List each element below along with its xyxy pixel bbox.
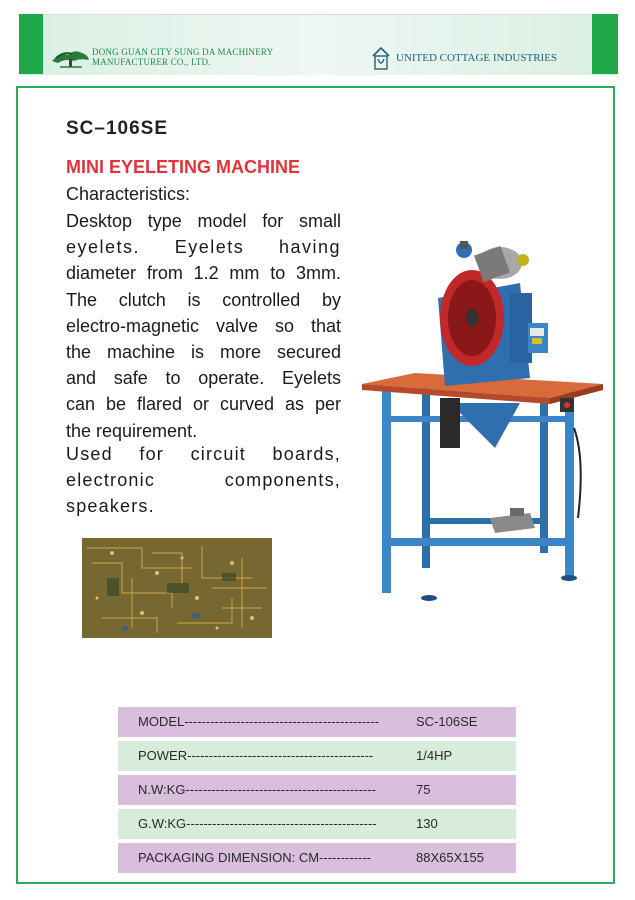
uses bbox=[66, 441, 341, 519]
description bbox=[66, 208, 341, 444]
spec-row-power bbox=[118, 741, 516, 771]
eyeleting-machine-photo bbox=[360, 238, 605, 603]
company-name-line1: DONG GUAN CITY SUNG DA MACHINERY bbox=[92, 47, 274, 57]
company-name-line2: MANUFACTURER CO., LTD. bbox=[92, 57, 211, 67]
spec-row-net-weight bbox=[118, 775, 516, 805]
product-name: MINI EYELETING MACHINE bbox=[66, 157, 301, 177]
united-cottage-logo-text: UNITED COTTAGE INDUSTRIES bbox=[396, 52, 558, 64]
header-accent-right bbox=[592, 14, 618, 74]
spec-label: MODEL--------------------------------------------- bbox=[138, 714, 380, 729]
spec-label: PACKAGING DIMENSION: CM------------ bbox=[138, 850, 372, 865]
description-line: can be flared or curved as per bbox=[66, 394, 341, 415]
description-line: eyelets. Eyelets having bbox=[66, 237, 341, 258]
spec-table bbox=[118, 707, 516, 877]
description-line: diameter from 1.2 mm to 3mm. bbox=[66, 263, 341, 284]
spec-row-gross-weight bbox=[118, 809, 516, 839]
circuit-board-photo bbox=[82, 538, 272, 638]
uses-line: electronic components, bbox=[66, 470, 341, 490]
spec-label: G.W:KG-------------------------------------------- bbox=[138, 816, 377, 831]
description-line: electro-magnetic valve so that bbox=[66, 315, 341, 336]
description-line: and safe to operate. Eyelets bbox=[66, 368, 341, 389]
spec-row-packaging bbox=[118, 843, 516, 873]
description-line: The clutch is controlled by bbox=[66, 289, 341, 310]
description-line: Desktop type model for small bbox=[66, 211, 341, 231]
spec-value: SC-106SE bbox=[416, 714, 478, 729]
company-name bbox=[92, 47, 312, 67]
spec-row-model bbox=[118, 707, 516, 737]
description-line: the machine is more secured bbox=[66, 342, 341, 363]
header-accent-left bbox=[19, 14, 43, 74]
spec-value: 130 bbox=[416, 816, 438, 831]
spec-label: POWER------------------------------------------- bbox=[138, 748, 374, 763]
spec-value: 75 bbox=[416, 782, 431, 797]
model-title: SC–106SE bbox=[66, 118, 169, 139]
spec-value: 1/4HP bbox=[416, 748, 453, 763]
characteristics-label: Characteristics: bbox=[66, 184, 191, 204]
house-logo-icon bbox=[371, 45, 391, 71]
description-line: the requirement. bbox=[66, 420, 198, 441]
uses-line: speakers. bbox=[66, 496, 155, 516]
spec-label: N.W:KG-------------------------------------------- bbox=[138, 782, 376, 797]
spec-value: 88X65X155 bbox=[416, 850, 484, 865]
uses-line: Used for circuit boards, bbox=[66, 444, 341, 464]
tree-logo-icon bbox=[50, 46, 90, 68]
